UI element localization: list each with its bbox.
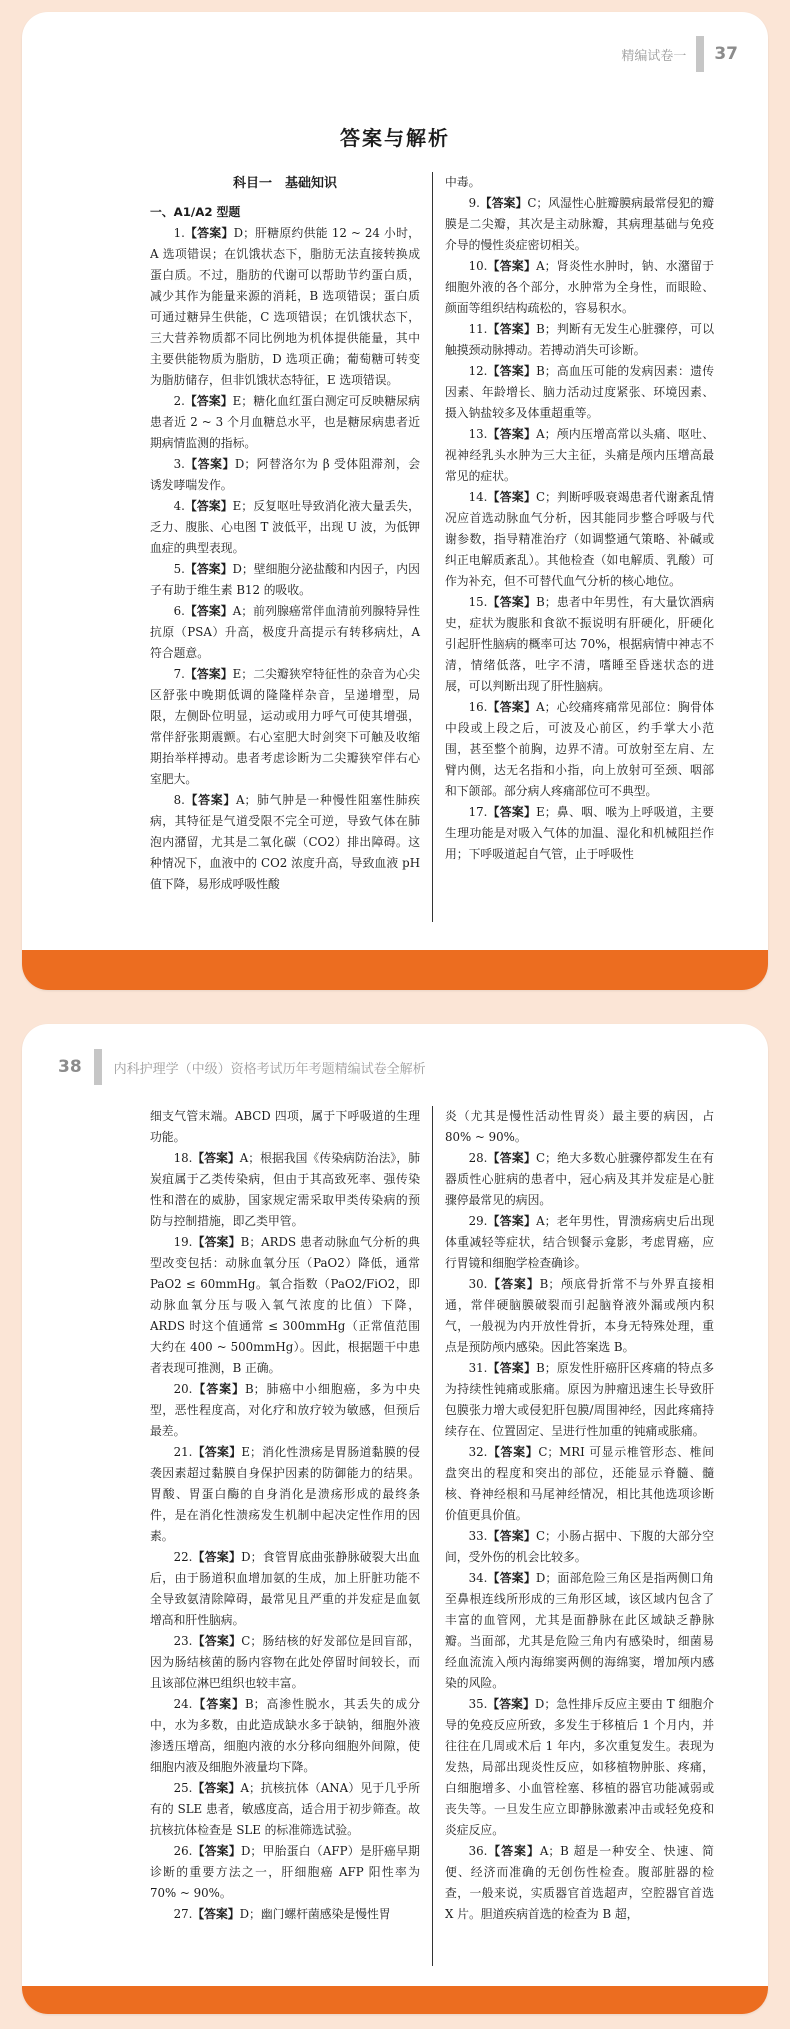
answer-item [150,1379,420,1442]
page-number: 38 [58,1057,82,1077]
answer-number: 3. [173,457,185,471]
header-gray-bar [696,36,704,72]
answer-item [445,1211,714,1274]
answer-label: 【答案】 [487,1697,535,1711]
answer-number: 32. [468,1445,488,1459]
answer-label: 【答案】 [487,1277,540,1291]
answer-label: 【答案】 [192,1151,240,1165]
page-header [58,1052,426,1082]
section-heading: 一、A1/A2 型题 [150,205,241,219]
answer-explanation: A；肾炎性水肿时，钠、水潴留于细胞外液的各个部分，水肿常为全身性，而眼睑、颜面等组织结构疏松的，容易积水。 [445,259,714,315]
continued-text: 细支气管末端。ABCD 四项，属于下呼吸道的生理功能。 [150,1109,420,1144]
answer-label: 【答案】 [487,1571,536,1585]
answer-number: 29. [468,1214,488,1228]
answer-label: 【答案】 [487,364,537,378]
answer-number: 23. [173,1634,193,1648]
answer-number: 13. [468,427,488,441]
answer-item [150,559,420,601]
answer-number: 34. [468,1571,488,1585]
answer-number: 24. [173,1697,193,1711]
answer-explanation: A；前列腺癌常伴血清前列腺特异性抗原（PSA）升高，极度升高提示有转移病灶，A 符合题意。 [150,604,420,660]
answer-number: 31. [468,1361,488,1375]
answer-item [150,1778,420,1841]
answer-number: 5. [173,562,185,576]
answer-item [150,790,420,895]
answer-explanation: B；患者中年男性，有大量饮酒病史，症状为腹胀和食欲不振说明有肝硬化，肝硬化引起肝性脑病的概率可达 70%，根据病情中神志不清，情绪低落，吐字不清，嗜睡至昏迷状态的进展，可以判断出现了肝性脑病。 [445,595,714,693]
answer-explanation: E；糖化血红蛋白测定可反映糖尿病患者近 2 ~ 3 个月血糖总水平，也是糖尿病患者近期病情监测的指标。 [150,394,420,450]
answer-explanation: C；绝大多数心脏骤停都发生在有器质性心脏病的患者中，冠心病及其并发症是心脏骤停最常见的病因。 [445,1151,714,1207]
subject-heading: 科目一 基础知识 [232,176,337,191]
answer-explanation: C；风湿性心脏瓣膜病最常侵犯的瓣膜是二尖瓣，其次是主动脉瓣，其病理基础与免疫介导的慢性炎症密切相关。 [445,196,714,252]
answer-explanation: D；食管胃底曲张静脉破裂大出血后，由于肠道积血增加氨的生成，加上肝脏功能不全导致氨清除障碍，最常见且严重的并发症是血氨增高和肝性脑病。 [150,1550,420,1627]
answer-item [150,223,420,391]
answer-item [150,1904,420,1925]
answer-item [445,1148,714,1211]
answer-explanation: A；抗核抗体（ANA）见于几乎所有的 SLE 患者，敏感度高，适合用于初步筛查。故抗核抗体检查是 SLE 的标准筛选试验。 [150,1781,420,1837]
answer-item [445,424,714,487]
answer-explanation: A；颅内压增高常以头痛、呕吐、视神经乳头水肿为三大主征，头痛是颅内压增高最常见的症状。 [445,427,714,483]
answer-item [150,1442,420,1547]
answer-explanation: D；面部危险三角区是指两侧口角至鼻根连线所形成的三角形区域，该区域内包含了丰富的血管网，尤其是面静脉在此区域缺乏静脉瓣。当面部，尤其是危险三角内有感染时，细菌易经血流流入颅内海绵窦两侧的海绵窦，增加颅内感染的风险。 [445,1571,714,1690]
answer-number: 25. [173,1781,193,1795]
two-column-body [150,1106,715,1966]
answer-item [445,1694,714,1841]
answer-label: 【答案】 [487,1214,537,1228]
answer-explanation: C；判断呼吸衰竭患者代谢紊乱情况应首选动脉血气分析，因其能同步整合呼吸与代谢参数，指导精准治疗（如调整通气策略、补碱或纠正电解质紊乱）。其他检查（如电解质、乳酸）可作为补充，但不可替代血气分析的核心地位。 [445,490,714,588]
answer-number: 33. [468,1529,488,1543]
answer-item [445,697,714,802]
answer-item [150,454,420,496]
answer-item [150,1694,420,1778]
header-tag: 精编试卷一 [621,48,687,64]
header-gray-bar [94,1049,102,1085]
answer-number: 22. [173,1550,193,1564]
answer-label: 【答案】 [184,562,233,576]
answer-explanation: C；小肠占据中、下腹的大部分空间，受外伤的机会比较多。 [445,1529,714,1564]
answer-item [150,1841,420,1904]
answer-label: 【答案】 [192,1235,241,1249]
answer-explanation: A；心绞痛疼痛常见部位：胸骨体中段或上段之后，可波及心前区，约手掌大小范围，甚至整个前胸，边界不清。可放射至左肩、左臂内侧，达无名指和小指，向上放射可至颈、咽部和下颌部。部分病人疼痛部位可不典型。 [445,700,714,798]
answer-number: 30. [468,1277,488,1291]
page-title: 答案与解析 [340,126,450,150]
answer-item [445,592,714,697]
bottom-orange-band [22,1986,768,2014]
answer-item [445,802,714,865]
answer-number: 15. [468,595,488,609]
answer-label: 【答案】 [192,1634,242,1648]
answer-number: 16. [468,700,488,714]
answer-number: 6. [173,604,185,618]
answer-list [445,193,714,865]
right-column [432,1106,714,1966]
answer-number: 11. [468,322,488,336]
answer-explanation: D；肝糖原约供能 12 ~ 24 小时，A 选项错误；在饥饿状态下，脂肪无法直接转换成蛋白质。不过，脂肪的代谢可以帮助节约蛋白质，减少其作为能量来源的消耗，B 选项错误；蛋白质可通过糖异生供能，C 选项错误；在饥饿状态下，三大营养物质都不同比例地为机体提供能量，其中主要供能物质为脂肪，D 选项正确；葡萄糖可转变为脂肪储存，但非饥饿状态特征，E 选项错误。 [150,226,420,387]
right-column [432,172,714,922]
answer-number: 10. [468,259,488,273]
book-title: 内科护理学（中级）资格考试历年考题精编试卷全解析 [113,1061,426,1077]
answer-explanation: C；肠结核的好发部位是回盲部，因为肠结核菌的肠内容物在此处停留时间较长，而且该部位淋巴组织也较丰富。 [150,1634,420,1690]
answer-label: 【答案】 [487,259,537,273]
answer-item [150,1232,420,1379]
page-header [621,40,738,68]
answer-item [445,1568,714,1694]
answer-number: 12. [468,364,488,378]
answer-number: 7. [173,667,185,681]
answer-list [445,1148,714,1925]
answer-number: 19. [173,1235,193,1249]
answer-label: 【答案】 [487,1844,540,1858]
answer-item [445,487,714,592]
answer-explanation: A；肺气肿是一种慢性阻塞性肺疾病，其特征是气道受限不完全可逆，导致气体在肺泡内潴留，尤其是二氧化碳（CO2）排出障碍。这种情况下，血液中的 CO2 浓度升高，导致血液 pH 值下降，易形成呼吸性酸 [150,793,420,891]
answer-label: 【答案】 [184,604,233,618]
answer-number: 1. [173,226,185,240]
answer-item [445,1526,714,1568]
answer-item [445,1841,714,1925]
answer-item [445,319,714,361]
continued-text: 炎（尤其是慢性活动性胃炎）最主要的病因，占 80% ~ 90%。 [445,1109,714,1144]
answer-label: 【答案】 [184,457,235,471]
answer-number: 14. [468,490,488,504]
answer-label: 【答案】 [487,490,537,504]
answer-label: 【答案】 [184,499,233,513]
page-38 [22,1024,768,2014]
answer-item [150,1148,420,1232]
answer-number: 9. [468,196,480,210]
answer-number: 36. [468,1844,488,1858]
answer-label: 【答案】 [487,700,537,714]
answer-item [150,391,420,454]
answer-item [150,1547,420,1631]
answer-number: 26. [173,1844,193,1858]
answer-label: 【答案】 [192,1550,242,1564]
answer-explanation: B；肺癌中小细胞癌，多为中央型，恶性程度高，对化疗和放疗较为敏感，但预后最差。 [150,1382,420,1438]
answer-label: 【答案】 [479,196,528,210]
bottom-orange-band [22,950,768,990]
answer-item [445,361,714,424]
answer-label: 【答案】 [192,1382,245,1396]
left-column [150,172,432,922]
answer-item [445,1274,714,1358]
answer-label: 【答案】 [184,667,233,681]
answer-item [445,1358,714,1442]
answer-explanation: A；B 超是一种安全、快速、简便、经济而准确的无创伤性检查。腹部脏器的检查，一般来说，实质器官首选超声，空腔器官首选 X 片。胆道疾病首选的检查为 B 超， [445,1844,714,1921]
answer-number: 21. [173,1445,193,1459]
answer-number: 17. [468,805,488,819]
answer-label: 【答案】 [192,1844,241,1858]
answer-item [150,601,420,664]
answer-label: 【答案】 [487,1361,537,1375]
answer-explanation: B；判断有无发生心脏骤停，可以触摸颈动脉搏动。若搏动消失可诊断。 [445,322,714,357]
answer-number: 27. [173,1907,193,1921]
answer-item [445,256,714,319]
answer-item [445,1442,714,1526]
answer-label: 【答案】 [192,1781,241,1795]
answer-label: 【答案】 [192,1907,240,1921]
answer-item [150,496,420,559]
answer-explanation: B；高血压可能的发病因素：遗传因素、年龄增长、脑力活动过度紧张、环境因素、摄入钠盐较多及体重超重等。 [445,364,714,420]
answer-list [150,1148,420,1925]
answer-explanation: D；甲胎蛋白（AFP）是肝癌早期诊断的重要方法之一，肝细胞癌 AFP 阳性率为 70% ~ 90%。 [150,1844,420,1900]
answer-number: 18. [173,1151,193,1165]
answer-label: 【答案】 [192,1445,242,1459]
answer-number: 4. [173,499,185,513]
answer-label: 【答案】 [487,1445,539,1459]
answer-explanation: B；颅底骨折常不与外界直接相通，常伴硬脑膜破裂而引起脑脊液外漏或颅内积气，一般视为内开放性骨折，本身无特殊处理，重点是预防颅内感染。因此答案选 B。 [445,1277,714,1354]
answer-list [150,223,420,895]
answer-explanation: E；鼻、咽、喉为上呼吸道，主要生理功能是对吸入气体的加温、湿化和机械阻拦作用；下呼吸道起自气管，止于呼吸性 [445,805,714,861]
answer-label: 【答案】 [487,1529,537,1543]
answer-number: 35. [468,1697,488,1711]
answer-explanation: A；根据我国《传染病防治法》，肺炭疽属于乙类传染病，但由于其高致死率、强传染性和潜在的威胁，国家规定需采取甲类传染病的预防与控制措施，即乙类甲管。 [150,1151,420,1228]
answer-item [150,664,420,790]
answer-explanation: B；高渗性脱水，其丢失的成分中，水为多数，由此造成缺水多于缺钠，细胞外液渗透压增高，细胞内液的水分移向细胞外间隙，使细胞内液及细胞外液量均下降。 [150,1697,420,1774]
answer-explanation: B；原发性肝癌肝区疼痛的特点多为持续性钝痛或胀痛。原因为肿瘤迅速生长导致肝包膜张力增大或侵犯肝包膜/周围神经，因此疼痛持续存在、位置固定、呈进行性加重的钝痛或胀痛。 [445,1361,714,1438]
answer-explanation: E；二尖瓣狭窄特征性的杂音为心尖区舒张中晚期低调的隆隆样杂音，呈递增型，局限，左侧卧位明显，运动或用力呼气可使其增强，常伴舒张期震颤。右心室肥大时剑突下可触及收缩期抬举样搏动。患者考虑诊断为二尖瓣狭窄伴右心室肥大。 [150,667,420,786]
answer-number: 8. [173,793,185,807]
answer-explanation: D；阿替洛尔为 β 受体阻滞剂，会诱发哮喘发作。 [150,457,420,492]
answer-label: 【答案】 [487,1151,537,1165]
answer-explanation: D；急性排斥反应主要由 T 细胞介导的免疫反应所致，多发生于移植后 1 个月内，并往往在几周或术后 1 年内，多次重复发生。表现为发热，局部出现炎性反应，如移植物肿胀、疼痛，白细胞增多、小血管栓塞、移植的器官功能减弱或丧失等。一旦发生应立即静脉激素冲击或轻免疫和炎症反应。 [445,1697,714,1837]
answer-label: 【答案】 [487,805,537,819]
answer-number: 28. [468,1151,488,1165]
answer-label: 【答案】 [184,394,233,408]
answer-label: 【答案】 [487,595,537,609]
continued-text: 中毒。 [445,175,481,189]
answer-explanation: B；ARDS 患者动脉血气分析的典型改变包括：动脉血氧分压（PaO2）降低，通常 PaO2 ≤ 60mmHg。氧合指数（PaO2/FiO2，即动脉血氧分压与吸入氧气浓度的比值）下降，ARDS 时这个值通常 ≤ 300mmHg（正常值范围大约在 400 ~ 500mmHg）。因此，根据题干中患者表现可推测，B 正确。 [150,1235,420,1375]
answer-item [150,1631,420,1694]
answer-label: 【答案】 [184,793,237,807]
answer-label: 【答案】 [184,226,234,240]
two-column-body [150,172,715,922]
answer-number: 2. [173,394,185,408]
answer-label: 【答案】 [487,322,537,336]
answer-explanation: C；MRI 可显示椎管形态、椎间盘突出的程度和突出的部位，还能显示脊髓、髓核、脊神经根和马尾神经情况，相比其他选项诊断价值更具价值。 [445,1445,714,1522]
answer-explanation: E；消化性溃疡是胃肠道黏膜的侵袭因素超过黏膜自身保护因素的防御能力的结果。胃酸、胃蛋白酶的自身消化是溃疡形成的最终条件，是在消化性溃疡发生机制中起决定性作用的因素。 [150,1445,420,1543]
answer-label: 【答案】 [487,427,537,441]
answer-explanation: E；反复呕吐导致消化液大量丢失，乏力、腹胀、心电图 T 波低平，出现 U 波，为低钾血症的典型表现。 [150,499,420,555]
answer-item [445,193,714,256]
left-column [150,1106,432,1966]
answer-explanation: A；老年男性，胃溃疡病史后出现体重减轻等症状，结合钡餐示龛影，考虑胃癌，应行胃镜和细胞学检查确诊。 [445,1214,714,1270]
answer-explanation: D；壁细胞分泌盐酸和内因子，内因子有助于维生素 B12 的吸收。 [150,562,420,597]
answer-number: 20. [173,1382,193,1396]
answer-explanation: D；幽门螺杆菌感染是慢性胃 [239,1907,391,1921]
page-37 [22,12,768,990]
answer-label: 【答案】 [192,1697,245,1711]
page-number: 37 [714,44,738,64]
